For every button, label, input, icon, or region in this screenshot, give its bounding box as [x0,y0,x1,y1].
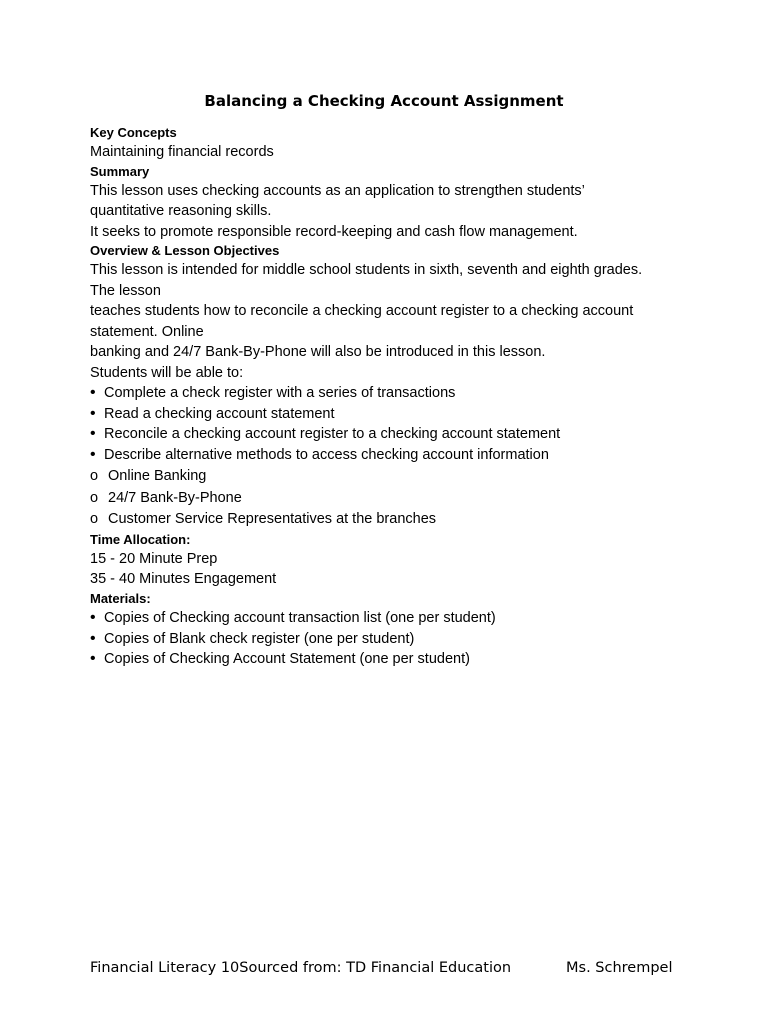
sub-list-item [90,466,680,488]
overview-line: This lesson is intended for middle school students in sixth, seventh and eighth grades. [90,262,643,278]
time-allocation-heading: Time Allocation: [90,531,191,547]
summary-line: This lesson uses checking accounts as an application to strengthen students’ [90,182,585,199]
list-item: • Complete a check register with a series of transactions [90,383,680,404]
list-item: • Copies of Checking Account Statement (one per student) [90,649,680,670]
sub-list-item [90,509,680,531]
summary-line: It seeks to promote responsible record-keeping and cash flow management. [90,223,578,240]
access-methods-list [90,466,680,531]
objectives-list [90,383,680,466]
overview-line: statement. Online [90,323,204,340]
sub-list-item-text: Customer Service Representatives at the branches [108,511,437,528]
key-concepts-text: Maintaining financial records [90,144,274,160]
list-item: • Describe alternative methods to access checking account information [90,445,680,466]
list-item: • Copies of Checking account transaction list (one per student) [90,608,680,629]
sub-list-item-text: 24/7 Bank-By-Phone [108,489,242,506]
page-footer [90,958,690,978]
footer-author: Ms. Schrempel [566,960,673,976]
overview-line: Students will be able to: [90,364,244,381]
time-allocation-line: 35 - 40 Minutes Engagement [90,571,277,588]
summary-line: quantitative reasoning skills. [90,203,272,219]
materials-heading: Materials: [90,590,151,606]
sub-list-marker: o [90,489,99,506]
list-item: • Reconcile a checking account register to a checking account statement [90,424,680,445]
document-body [90,124,680,670]
footer-source: Financial Literacy 10Sourced from: TD Financial Education [90,960,512,976]
list-item: • Read a checking account statement [90,404,680,425]
overview-heading: Overview & Lesson Objectives [90,243,280,258]
time-allocation-line: 15 - 20 Minute Prep [90,550,218,567]
key-concepts-heading: Key Concepts [90,125,177,140]
list-item: • Copies of Blank check register (one per student) [90,629,680,650]
sub-list-item [90,488,680,510]
materials-list [90,608,680,670]
sub-list-marker: o [90,511,99,528]
overview-line: teaches students how to reconcile a checking account register to a checking account [90,303,634,319]
sub-list-marker: o [90,467,99,484]
overview-line: The lesson [90,282,161,299]
overview-line: banking and 24/7 Bank-By-Phone will also be introduced in this lesson. [90,344,546,360]
summary-heading: Summary [90,163,150,179]
sub-list-item-text: Online Banking [108,467,207,484]
document-title: Balancing a Checking Account Assignment [204,92,564,110]
